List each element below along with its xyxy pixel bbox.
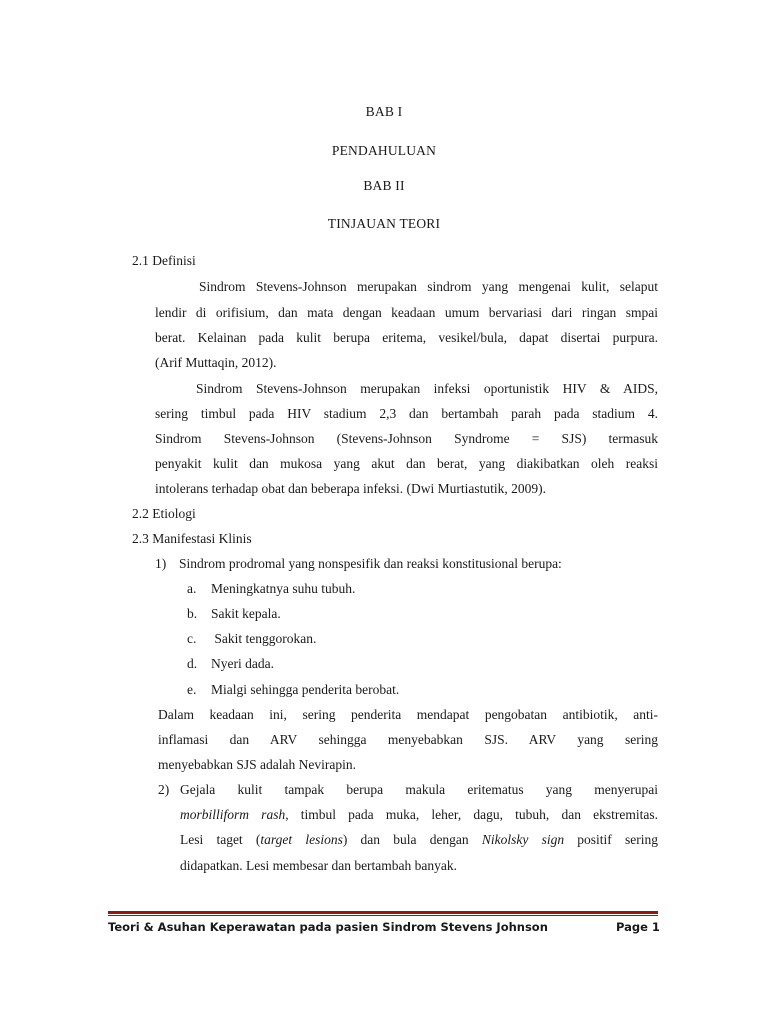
paragraph-line: Sindrom Stevens-Johnson merupakan sindrom yang mengenai kulit, selaput	[199, 279, 658, 294]
paragraph-line: inflamasi dan ARV sehingga menyebabkan SJS. ARV yang sering	[158, 732, 658, 747]
paragraph-line: intolerans terhadap obat dan beberapa infeksi. (Dwi Murtiastutik, 2009).	[155, 481, 547, 496]
text-span: positif sering	[564, 832, 658, 847]
heading-bab-2: BAB II	[363, 178, 405, 193]
sub-list-item: Sakit kepala.	[211, 606, 281, 621]
sub-list-marker: a.	[187, 581, 197, 596]
italic-term: Nikolsky sign	[481, 832, 565, 847]
footer-title: Teori & Asuhan Keperawatan pada pasien Sindrom Stevens Johnson	[108, 920, 548, 934]
sub-list-marker: d.	[187, 656, 198, 671]
text-span: ) dan bula dengan	[342, 832, 482, 847]
text-span: Lesi taget (	[180, 832, 261, 847]
paragraph-line: menyebabkan SJS adalah Nevirapin.	[158, 757, 356, 772]
list-item-text: Gejala kulit tampak berupa makula eritematus yang menyerupai	[180, 782, 658, 797]
sub-list-item: Meningkatnya suhu tubuh.	[211, 581, 356, 596]
italic-term: target lesions	[260, 832, 343, 847]
list-item-text	[180, 832, 658, 848]
paragraph-line: Dalam keadaan ini, sering penderita mendapat pengobatan antibiotik, anti-	[158, 707, 658, 722]
paragraph-line: (Arif Muttaqin, 2012).	[155, 355, 277, 370]
sub-list-marker: b.	[187, 606, 198, 621]
section-etiologi: 2.2 Etiologi	[132, 506, 196, 521]
section-manifestasi-klinis: 2.3 Manifestasi Klinis	[132, 531, 252, 546]
list-item-text: didapatkan. Lesi membesar dan bertambah banyak.	[180, 858, 458, 873]
paragraph-line: Sindrom Stevens-Johnson merupakan infeksi oportunistik HIV & AIDS,	[196, 381, 658, 396]
sub-list-marker: e.	[187, 682, 197, 697]
paragraph-line: penyakit kulit dan mukosa yang akut dan berat, yang diakibatkan oleh reaksi	[155, 456, 658, 471]
heading-pendahuluan: PENDAHULUAN	[331, 143, 437, 158]
footer-rule-thin	[108, 915, 658, 916]
paragraph-line: berat. Kelainan pada kulit berupa eritema, vesikel/bula, dapat disertai purpura.	[155, 330, 658, 345]
heading-tinjauan-teori: TINJAUAN TEORI	[327, 216, 441, 231]
sub-list-item: Nyeri dada.	[211, 656, 274, 671]
paragraph-line: Sindrom Stevens-Johnson (Stevens-Johnson Syndrome = SJS) termasuk	[155, 431, 658, 446]
italic-term: morbilliform rash	[180, 807, 286, 822]
sub-list-item: Mialgi sehingga penderita berobat.	[211, 682, 400, 697]
list-item-text	[180, 807, 658, 823]
section-definisi: 2.1 Definisi	[132, 253, 196, 268]
paragraph-line: sering timbul pada HIV stadium 2,3 dan bertambah parah pada stadium 4.	[155, 406, 658, 421]
heading-bab-1: BAB I	[365, 104, 403, 119]
footer-page-number: Page 1	[616, 920, 660, 934]
list-marker: 1)	[155, 556, 167, 571]
footer-rule	[108, 911, 658, 914]
paragraph-line: lendir di orifisium, dan mata dengan keadaan umum bervariasi dari ringan smpai	[155, 305, 658, 320]
list-marker: 2)	[158, 782, 170, 797]
list-item-text: Sindrom prodromal yang nonspesifik dan reaksi konstitusional berupa:	[179, 556, 562, 571]
sub-list-marker: c.	[187, 631, 197, 646]
text-span: , timbul pada muka, leher, dagu, tubuh, dan ekstremitas.	[285, 807, 658, 822]
sub-list-item: Sakit tenggorokan.	[211, 631, 317, 646]
